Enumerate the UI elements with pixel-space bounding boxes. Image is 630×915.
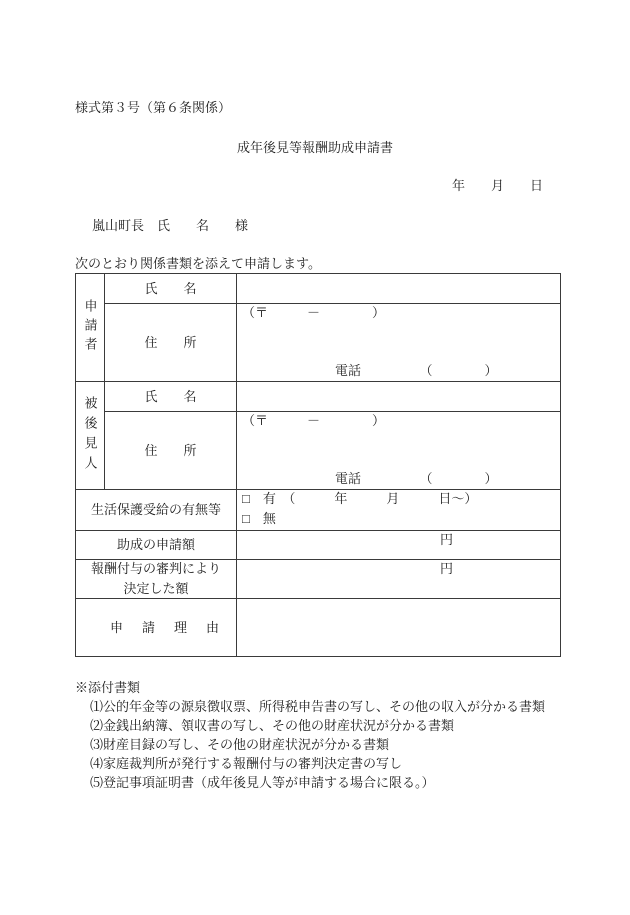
ward-phone: 電話 （ ） <box>335 471 498 486</box>
reason-label: 申 請 理 由 <box>110 619 223 635</box>
ward-name-label-cell <box>105 382 236 411</box>
decided-amount-unit: 円 <box>440 561 454 576</box>
ward-group-label: 被後見人 <box>82 395 98 476</box>
table-grid-line <box>75 656 561 657</box>
ward-postal-code: （〒 － ） <box>242 413 386 428</box>
applicant-name-label: 氏 名 <box>144 280 197 296</box>
reason-field <box>237 599 560 656</box>
attachment-item: ⑶財産目録の写し、その他の財産状況が分かる書類 <box>90 737 390 752</box>
decided-amount-label-line: 決定した額 <box>123 581 189 596</box>
application-table <box>75 273 561 657</box>
date-line: 年 月 日 <box>452 178 544 193</box>
applicant-postal-code: （〒 － ） <box>242 305 386 320</box>
welfare-option-no: □ 無 <box>242 511 276 526</box>
welfare-label: 生活保護受給の有無等 <box>90 502 221 517</box>
requested-amount-field <box>237 531 560 559</box>
attachments-heading: ※添付書類 <box>75 680 141 695</box>
ward-address-label: 住 所 <box>144 442 197 458</box>
document-title: 成年後見等報酬助成申請書 <box>236 140 393 155</box>
applicant-address-label: 住 所 <box>144 334 197 350</box>
ward-name-label: 氏 名 <box>144 388 197 404</box>
welfare-label-cell <box>76 490 236 530</box>
table-grid-line <box>560 273 561 657</box>
applicant-address-field <box>237 304 560 381</box>
attachments-section <box>75 678 545 792</box>
intro-text: 次のとおり関係書類を添えて申請します。 <box>75 256 321 271</box>
attachment-item: ⑸登記事項証明書（成年後見人等が申請する場合に限る。） <box>90 775 435 790</box>
welfare-field <box>237 490 560 530</box>
ward-address-field <box>237 412 560 489</box>
decided-amount-label-line: 報酬付与の審判により <box>90 561 221 576</box>
applicant-group-cell <box>76 274 104 381</box>
form-number: 様式第３号（第６条関係） <box>75 100 232 115</box>
applicant-group-label: 申請者 <box>82 299 98 356</box>
attachment-item: ⑷家庭裁判所が発行する報酬付与の審判決定書の写し <box>90 756 403 771</box>
attachment-item: ⑵金銭出納簿、領収書の写し、その他の財産状況が分かる書類 <box>90 718 455 733</box>
ward-name-field <box>237 382 560 411</box>
reason-label-cell <box>76 599 236 656</box>
decided-amount-label-cell <box>76 560 236 598</box>
applicant-name-field <box>237 274 560 303</box>
decided-amount-field <box>237 560 560 598</box>
addressee-line: 嵐山町長 氏 名 様 <box>92 218 249 233</box>
ward-address-label-cell <box>105 412 236 489</box>
applicant-phone: 電話 （ ） <box>335 363 498 378</box>
requested-amount-label: 助成の申請額 <box>116 537 195 552</box>
attachment-item: ⑴公的年金等の源泉徴収票、所得税申告書の写し、その他の収入が分かる書類 <box>90 699 546 714</box>
ward-group-cell <box>76 382 104 489</box>
welfare-option-yes: □ 有 （ 年 月 日～） <box>242 491 478 506</box>
applicant-address-label-cell <box>105 304 236 381</box>
requested-amount-unit: 円 <box>440 532 454 547</box>
applicant-name-label-cell <box>105 274 236 303</box>
requested-amount-label-cell <box>76 531 236 559</box>
